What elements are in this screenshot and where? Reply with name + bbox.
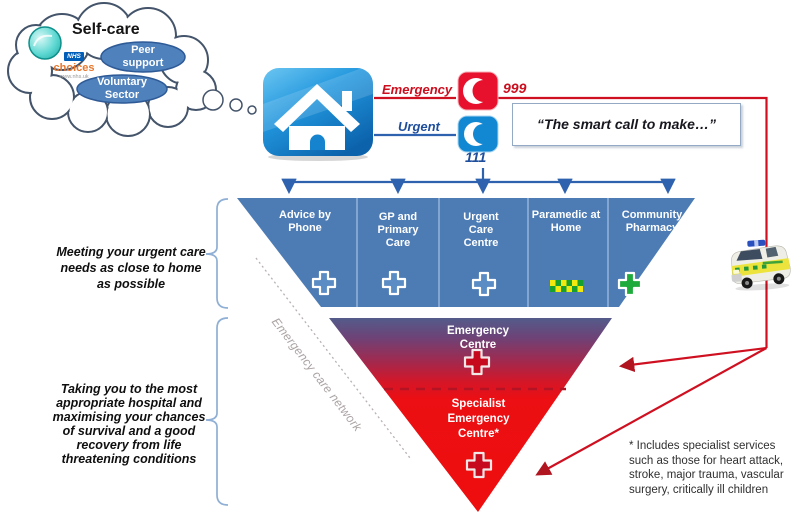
peer-support-label: Peer support: [122, 44, 164, 69]
column-advice-by-phone: Advice by Phone: [279, 209, 331, 234]
phone-111-icon: [458, 116, 498, 152]
emergency-note: Taking you to the most appropriate hospital and maximising your chances of survival and a good recovery from life threatening conditions: [52, 382, 206, 466]
column-urgent-care-centre: Urgent Care Centre: [463, 211, 499, 249]
nhs-url: www.nhs.uk: [59, 74, 89, 80]
urgent-brace: [206, 199, 228, 308]
urgent-number: 111: [465, 149, 487, 165]
urgent-label: Urgent: [398, 119, 440, 134]
emergency-centre-label: Emergency Centre: [446, 325, 509, 351]
thought-bubbles: [203, 90, 256, 114]
emergency-label: Emergency: [382, 82, 453, 97]
phone-999-icon: [458, 72, 498, 110]
nhs-choices-wordmark: choices: [53, 62, 95, 74]
voluntary-sector-label: Voluntary Sector: [97, 76, 147, 101]
ambulance-icon: [729, 238, 791, 292]
selfcare-title: Self-care: [72, 21, 140, 38]
column-paramedic-at-home: Paramedic at Home: [531, 209, 601, 234]
home-icon: [263, 64, 373, 161]
quote-box: [512, 103, 741, 146]
nhs-choices-logo: [44, 45, 104, 80]
urgent-note: Meeting your urgent care needs as close to home as possible: [56, 245, 206, 291]
column-gp-primary-care: GP and Primary Care: [377, 211, 419, 249]
specialist-emergency-centre-label: Specialist Emergency Centre*: [447, 398, 510, 440]
emergency-care-network-label: Emergency care network: [268, 315, 365, 435]
battenberg-icon: [550, 280, 583, 292]
column-community-pharmacy: Community Pharmacy: [621, 209, 683, 234]
nhs-brand-mark: NHS: [64, 52, 84, 61]
quote-text: “The smart call to make…”: [537, 116, 716, 132]
emergency-number: 999: [503, 80, 527, 96]
specialist-footnote: * Includes specialist services such as those for heart attack, stroke, major trauma, vascular surgery, critically ill children: [629, 440, 784, 496]
